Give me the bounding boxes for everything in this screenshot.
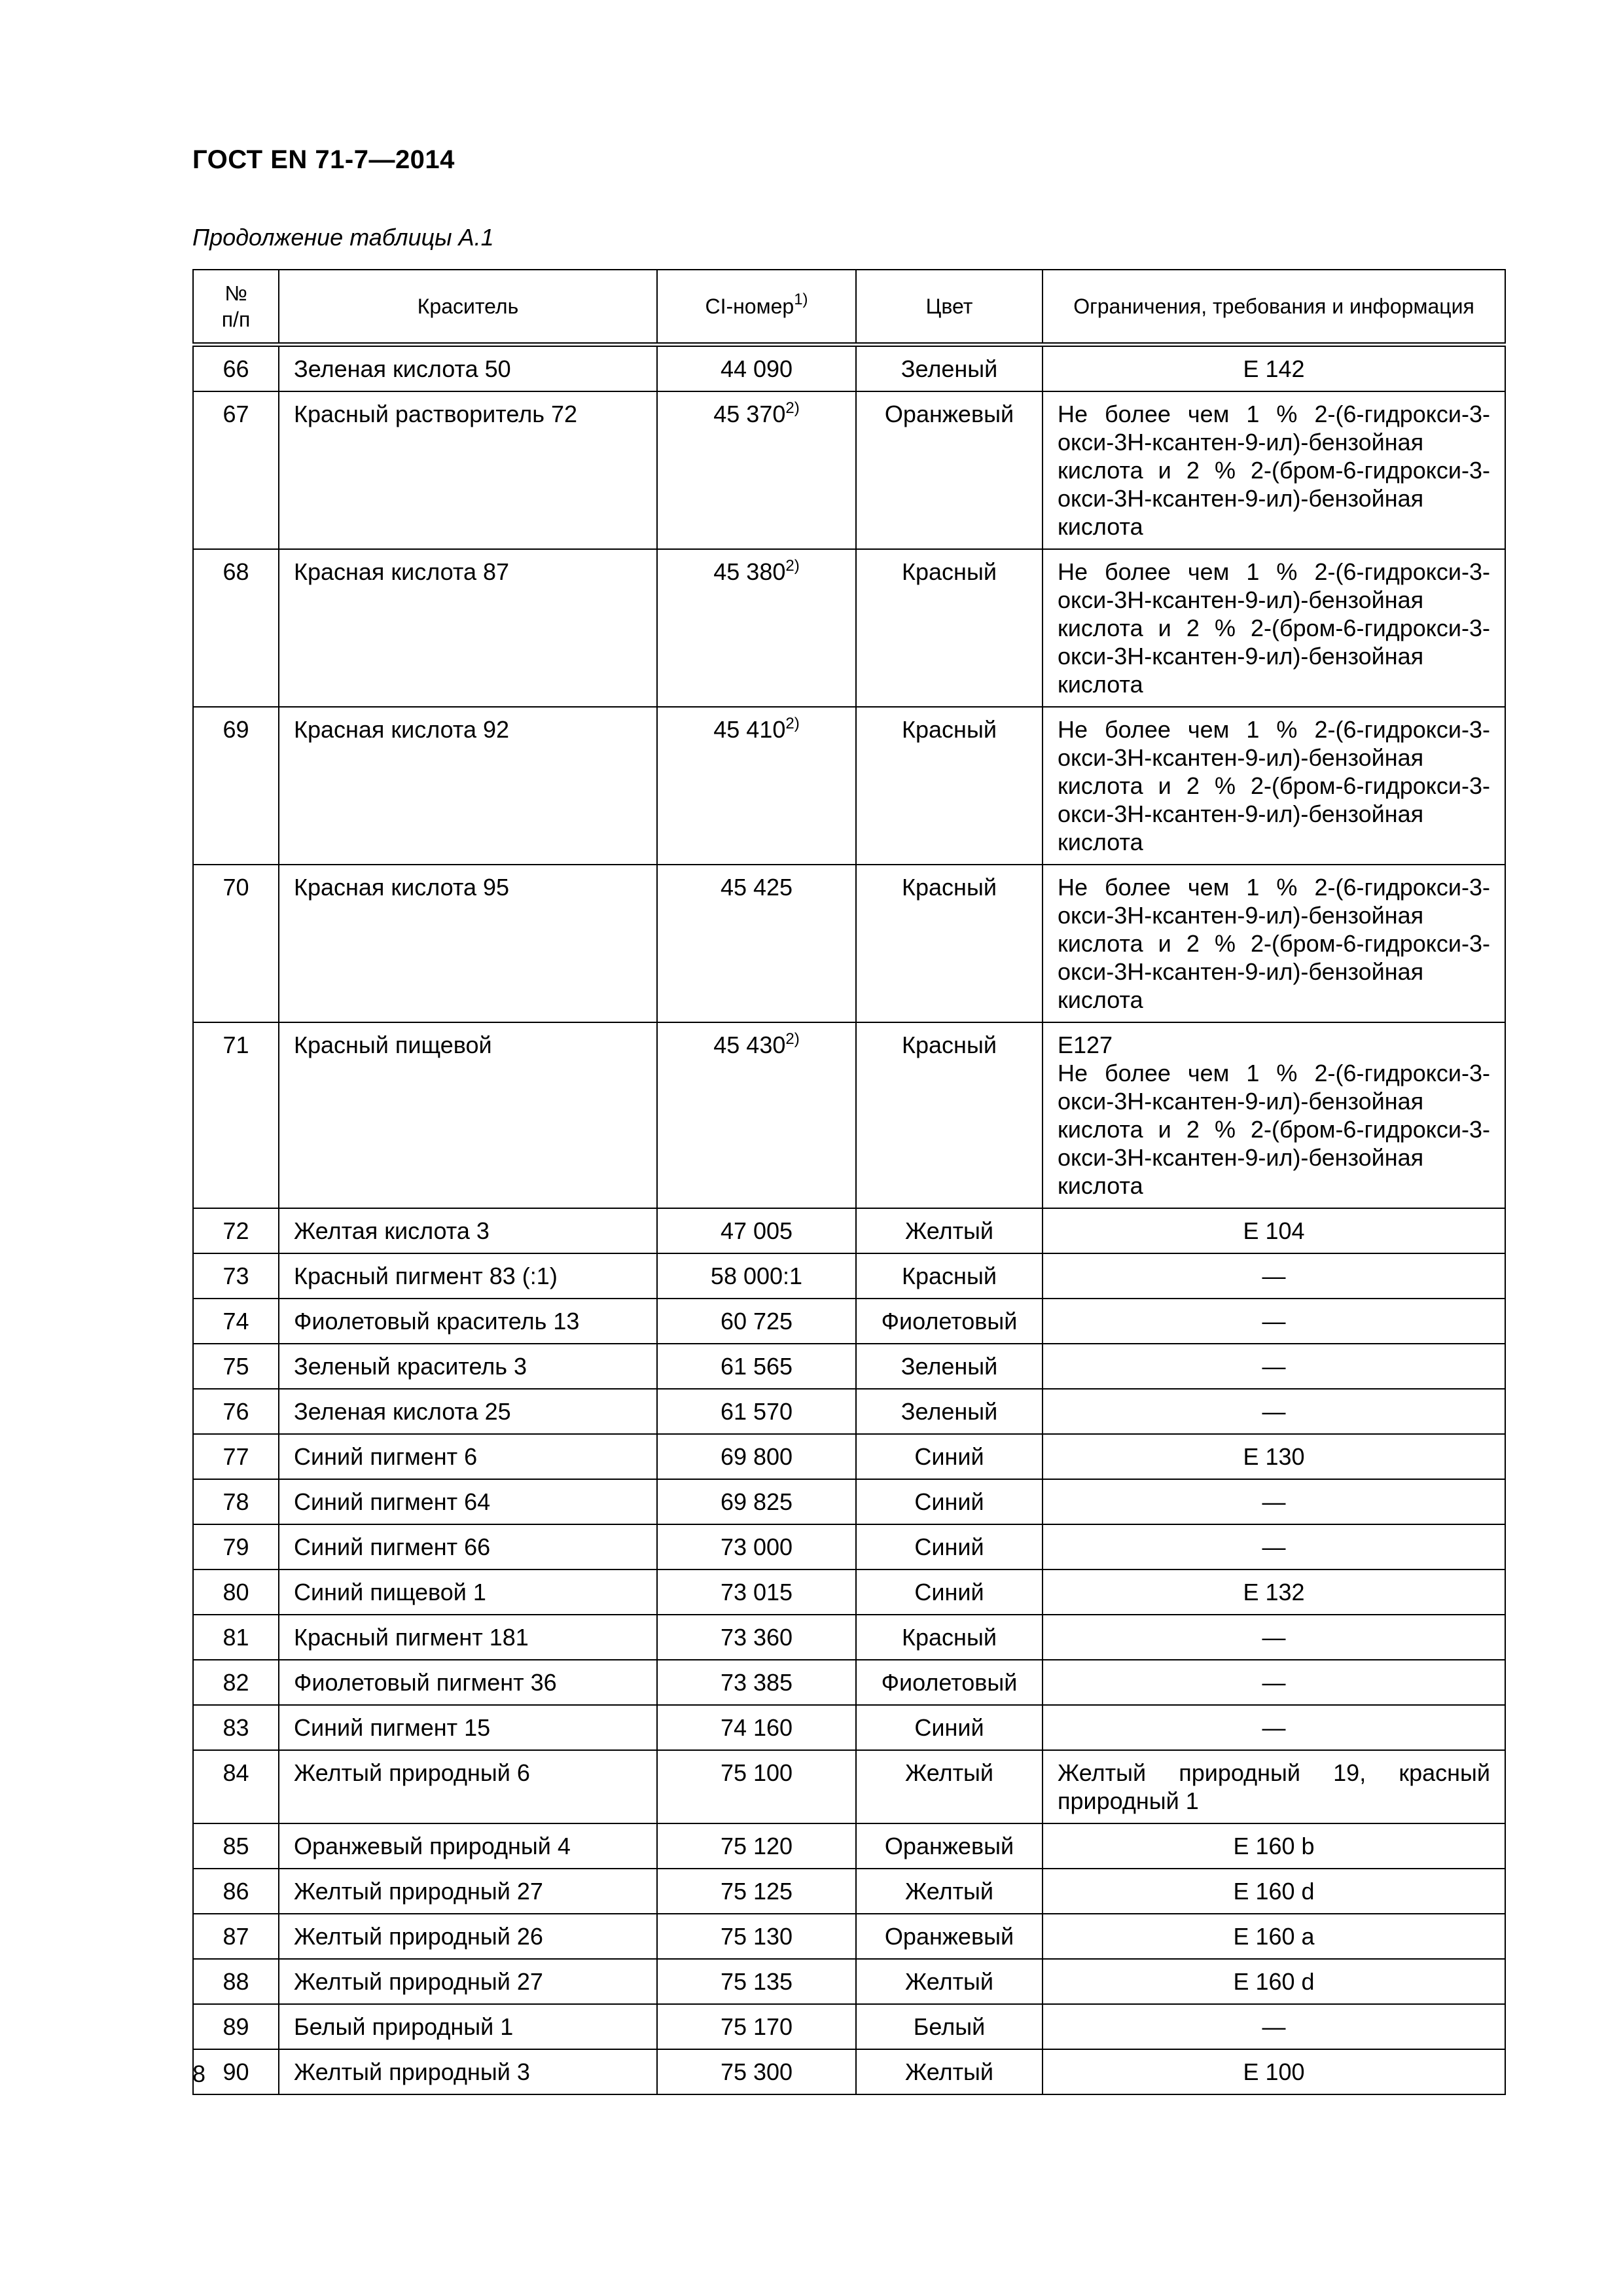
row-number: 90	[193, 2049, 279, 2094]
dye-color: Синий	[856, 1570, 1043, 1615]
ci-number	[657, 1524, 856, 1570]
header-info: Ограничения, требования и информация	[1043, 270, 1505, 345]
row-number: 85	[193, 1823, 279, 1869]
ci-footnote-mark: 2)	[785, 1030, 800, 1048]
row-number: 69	[193, 707, 279, 865]
ci-footnote-mark: 2)	[785, 557, 800, 575]
dye-color: Красный	[856, 865, 1043, 1022]
dye-name: Синий пищевой 1	[279, 1570, 657, 1615]
header-number-symbol: №	[224, 281, 247, 305]
table-row	[193, 1299, 1505, 1344]
restrictions-info: Не более чем 1 % 2-(6-гидрокси-3-окси-3Н-ксантен-9-ил)-бензойная кислота и 2 % 2-(бром-6-гидрокси-3-окси-3Н-ксантен-9-ил)-бензойная кислота	[1043, 549, 1505, 707]
ci-number-value: 45 425	[720, 874, 793, 901]
dye-name: Красная кислота 95	[279, 865, 657, 1022]
dye-color: Желтый	[856, 1750, 1043, 1823]
restrictions-info: —	[1043, 1299, 1505, 1344]
row-number: 67	[193, 391, 279, 549]
dye-color: Зеленый	[856, 1389, 1043, 1434]
restrictions-info: E 130	[1043, 1434, 1505, 1479]
dye-color: Синий	[856, 1524, 1043, 1570]
dye-name: Желтый природный 27	[279, 1959, 657, 2004]
ci-number	[657, 1253, 856, 1299]
dye-color: Красный	[856, 707, 1043, 865]
header-ci-label: CI-номер	[705, 295, 794, 318]
row-number: 70	[193, 865, 279, 1022]
ci-number-value: 74 160	[720, 1714, 793, 1741]
restrictions-info	[1043, 1022, 1505, 1208]
dye-name: Фиолетовый пигмент 36	[279, 1660, 657, 1705]
dye-name: Зеленая кислота 50	[279, 345, 657, 392]
dye-name: Синий пигмент 6	[279, 1434, 657, 1479]
ci-number	[657, 1959, 856, 2004]
dye-name: Желтый природный 26	[279, 1914, 657, 1959]
row-number: 77	[193, 1434, 279, 1479]
ci-number	[657, 1660, 856, 1705]
ci-number-value: 75 135	[720, 1968, 793, 1995]
dye-color: Оранжевый	[856, 1823, 1043, 1869]
dye-name: Зеленая кислота 25	[279, 1389, 657, 1434]
restrictions-info: E 104	[1043, 1208, 1505, 1253]
table-row	[193, 1823, 1505, 1869]
ci-number	[657, 1434, 856, 1479]
dye-name: Синий пигмент 15	[279, 1705, 657, 1750]
dye-name: Синий пигмент 64	[279, 1479, 657, 1524]
table-row	[193, 1705, 1505, 1750]
e-number: E127	[1058, 1031, 1113, 1058]
dye-color: Красный	[856, 1615, 1043, 1660]
header-number	[193, 270, 279, 345]
row-number: 75	[193, 1344, 279, 1389]
restrictions-info: E 132	[1043, 1570, 1505, 1615]
ci-number-value: 69 800	[720, 1443, 793, 1470]
row-number: 68	[193, 549, 279, 707]
dye-name: Красный растворитель 72	[279, 391, 657, 549]
ci-footnote-mark: 2)	[785, 715, 800, 732]
dye-name: Желтая кислота 3	[279, 1208, 657, 1253]
ci-number-value: 61 570	[720, 1398, 793, 1425]
ci-number-value: 75 130	[720, 1923, 793, 1950]
table-row	[193, 865, 1505, 1022]
table-body	[193, 345, 1505, 2095]
restrictions-info: E 160 d	[1043, 1959, 1505, 2004]
ci-number	[657, 549, 856, 707]
dye-name: Красный пищевой	[279, 1022, 657, 1208]
ci-number	[657, 1914, 856, 1959]
row-number: 83	[193, 1705, 279, 1750]
ci-number	[657, 1823, 856, 1869]
dye-name: Желтый природный 6	[279, 1750, 657, 1823]
dye-color: Оранжевый	[856, 391, 1043, 549]
dye-color: Синий	[856, 1705, 1043, 1750]
dye-color: Фиолетовый	[856, 1660, 1043, 1705]
restrictions-info: —	[1043, 1389, 1505, 1434]
ci-number-value: 45 410	[713, 716, 786, 743]
ci-number	[657, 1479, 856, 1524]
dye-name: Желтый природный 3	[279, 2049, 657, 2094]
ci-number	[657, 1344, 856, 1389]
restrictions-info: —	[1043, 1705, 1505, 1750]
restrictions-info: E 100	[1043, 2049, 1505, 2094]
dye-name: Красный пигмент 181	[279, 1615, 657, 1660]
ci-number	[657, 1615, 856, 1660]
ci-number	[657, 2049, 856, 2094]
ci-number-value: 73 385	[720, 1669, 793, 1696]
dye-name: Красная кислота 92	[279, 707, 657, 865]
ci-number	[657, 2004, 856, 2049]
dye-name: Фиолетовый краситель 13	[279, 1299, 657, 1344]
ci-footnote-mark: 2)	[785, 399, 800, 417]
row-number: 79	[193, 1524, 279, 1570]
ci-number-value: 45 380	[713, 558, 786, 585]
restrictions-info: E 142	[1043, 345, 1505, 392]
restrictions-info: —	[1043, 1524, 1505, 1570]
dye-color: Синий	[856, 1479, 1043, 1524]
table-row	[193, 1208, 1505, 1253]
page-number: 8	[192, 2060, 206, 2087]
table-row	[193, 1869, 1505, 1914]
restrictions-text: Не более чем 1 % 2-(6-гидрокси-3-окси-3Н-ксантен-9-ил)-бензойная кислота и 2 % 2-(бром-6-гидрокси-3-окси-3Н-ксантен-9-ил)-бензойная кислота	[1058, 1060, 1490, 1199]
dye-color: Синий	[856, 1434, 1043, 1479]
table-row	[193, 1524, 1505, 1570]
row-number: 78	[193, 1479, 279, 1524]
row-number: 76	[193, 1389, 279, 1434]
row-number: 88	[193, 1959, 279, 2004]
header-number-label: п/п	[221, 308, 251, 331]
table-row	[193, 1479, 1505, 1524]
document-title: ГОСТ EN 71-7—2014	[192, 145, 455, 174]
table-row	[193, 1344, 1505, 1389]
restrictions-info: —	[1043, 1479, 1505, 1524]
dye-color: Красный	[856, 1022, 1043, 1208]
dye-name: Синий пигмент 66	[279, 1524, 657, 1570]
table-row	[193, 1750, 1505, 1823]
dye-color: Желтый	[856, 1959, 1043, 2004]
ci-number-value: 61 565	[720, 1353, 793, 1380]
row-number: 66	[193, 345, 279, 392]
ci-number-value: 75 100	[720, 1759, 793, 1786]
dye-name: Желтый природный 27	[279, 1869, 657, 1914]
dye-color: Желтый	[856, 2049, 1043, 2094]
table-row	[193, 549, 1505, 707]
ci-number-value: 45 370	[713, 401, 786, 427]
dye-table	[192, 269, 1506, 2095]
table-row	[193, 1570, 1505, 1615]
table-row	[193, 1914, 1505, 1959]
dye-name: Зеленый краситель 3	[279, 1344, 657, 1389]
dye-color: Красный	[856, 1253, 1043, 1299]
dye-name: Красный пигмент 83 (:1)	[279, 1253, 657, 1299]
restrictions-info: —	[1043, 1344, 1505, 1389]
row-number: 80	[193, 1570, 279, 1615]
ci-number-value: 73 000	[720, 1534, 793, 1560]
table-row	[193, 1660, 1505, 1705]
ci-number-value: 60 725	[720, 1308, 793, 1335]
table-row	[193, 391, 1505, 549]
dye-name: Белый природный 1	[279, 2004, 657, 2049]
dye-color: Белый	[856, 2004, 1043, 2049]
restrictions-info: —	[1043, 2004, 1505, 2049]
row-number: 74	[193, 1299, 279, 1344]
ci-number-value: 73 015	[720, 1579, 793, 1605]
row-number: 86	[193, 1869, 279, 1914]
dye-color: Фиолетовый	[856, 1299, 1043, 1344]
dye-color: Зеленый	[856, 345, 1043, 392]
ci-number	[657, 1022, 856, 1208]
header-ci-number	[657, 270, 856, 345]
ci-number-value: 47 005	[720, 1217, 793, 1244]
row-number: 82	[193, 1660, 279, 1705]
header-color: Цвет	[856, 270, 1043, 345]
table-row	[193, 2004, 1505, 2049]
ci-number	[657, 707, 856, 865]
row-number: 72	[193, 1208, 279, 1253]
restrictions-info: —	[1043, 1660, 1505, 1705]
row-number: 89	[193, 2004, 279, 2049]
ci-number	[657, 1208, 856, 1253]
restrictions-info: Не более чем 1 % 2-(6-гидрокси-3-окси-3Н-ксантен-9-ил)-бензойная кислота и 2 % 2-(бром-6-гидрокси-3-окси-3Н-ксантен-9-ил)-бензойная кислота	[1043, 707, 1505, 865]
table-row	[193, 1615, 1505, 1660]
ci-number-value: 69 825	[720, 1488, 793, 1515]
row-number: 71	[193, 1022, 279, 1208]
dye-color: Красный	[856, 549, 1043, 707]
ci-number	[657, 1750, 856, 1823]
header-dye: Краситель	[279, 270, 657, 345]
row-number: 73	[193, 1253, 279, 1299]
header-ci-footnote: 1)	[794, 291, 808, 308]
ci-number-value: 75 125	[720, 1878, 793, 1905]
ci-number-value: 75 300	[720, 2058, 793, 2085]
restrictions-info: Не более чем 1 % 2-(6-гидрокси-3-окси-3Н-ксантен-9-ил)-бензойная кислота и 2 % 2-(бром-6-гидрокси-3-окси-3Н-ксантен-9-ил)-бензойная кислота	[1043, 391, 1505, 549]
table-caption: Продолжение таблицы А.1	[192, 224, 494, 251]
ci-number-value: 73 360	[720, 1624, 793, 1651]
ci-number	[657, 345, 856, 392]
restrictions-info: E 160 b	[1043, 1823, 1505, 1869]
ci-number	[657, 865, 856, 1022]
dye-color: Желтый	[856, 1869, 1043, 1914]
dye-color: Оранжевый	[856, 1914, 1043, 1959]
ci-number	[657, 391, 856, 549]
ci-number	[657, 1299, 856, 1344]
row-number: 87	[193, 1914, 279, 1959]
table-row	[193, 707, 1505, 865]
ci-number-value: 75 170	[720, 2013, 793, 2040]
ci-number	[657, 1389, 856, 1434]
ci-number-value: 58 000:1	[710, 1263, 803, 1289]
restrictions-info: E 160 d	[1043, 1869, 1505, 1914]
table-row	[193, 1959, 1505, 2004]
ci-number-value: 75 120	[720, 1833, 793, 1859]
restrictions-info: —	[1043, 1253, 1505, 1299]
dye-name: Красная кислота 87	[279, 549, 657, 707]
ci-number	[657, 1705, 856, 1750]
restrictions-info: Не более чем 1 % 2-(6-гидрокси-3-окси-3Н-ксантен-9-ил)-бензойная кислота и 2 % 2-(бром-6-гидрокси-3-окси-3Н-ксантен-9-ил)-бензойная кислота	[1043, 865, 1505, 1022]
restrictions-info: E 160 a	[1043, 1914, 1505, 1959]
row-number: 84	[193, 1750, 279, 1823]
table-row	[193, 1022, 1505, 1208]
restrictions-info: Желтый природный 19, красный природный 1	[1043, 1750, 1505, 1823]
restrictions-info: —	[1043, 1615, 1505, 1660]
ci-number	[657, 1570, 856, 1615]
ci-number-value: 45 430	[713, 1031, 786, 1058]
ci-number	[657, 1869, 856, 1914]
ci-number-value: 44 090	[720, 355, 793, 382]
dye-name: Оранжевый природный 4	[279, 1823, 657, 1869]
table-row	[193, 345, 1505, 392]
table-row	[193, 2049, 1505, 2094]
dye-color: Зеленый	[856, 1344, 1043, 1389]
table-header-row	[193, 270, 1505, 345]
dye-color: Желтый	[856, 1208, 1043, 1253]
table-row	[193, 1389, 1505, 1434]
row-number: 81	[193, 1615, 279, 1660]
table-row	[193, 1253, 1505, 1299]
table-row	[193, 1434, 1505, 1479]
